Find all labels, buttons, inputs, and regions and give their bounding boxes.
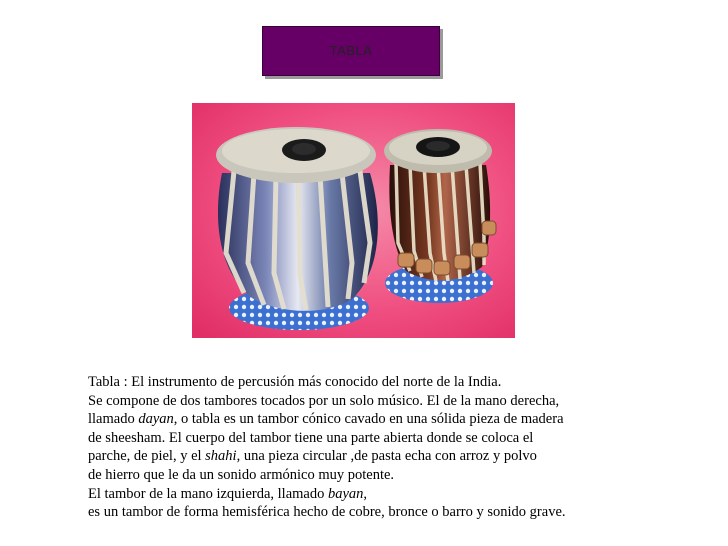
shahi-term: shahi — [205, 448, 237, 465]
tabla-drums-icon — [192, 103, 515, 338]
text-segment: , o tabla es un tambor cónico cavado en una sólida pieza de madera — [173, 411, 564, 428]
text-segment: llamado — [88, 411, 139, 428]
description-line: de sheesham. El cuerpo del tambor tiene una parte abierta donde se coloca el — [88, 429, 534, 446]
bayan-term: bayan — [327, 485, 364, 502]
description-line: es un tambor de forma hemisférica hecho de cobre, bronce o barro y sonido grave. — [88, 504, 566, 521]
description-line: Se compone de dos tambores tocados por un solo músico. El de la mano derecha, — [88, 392, 560, 409]
text-segment: El tambor de la mano izquierda, llamado — [88, 485, 328, 502]
description-line: de hierro que le da un sonido armónico muy potente. — [88, 466, 395, 483]
description-line — [88, 485, 688, 504]
description-text — [88, 373, 688, 522]
text-segment: , — [363, 485, 368, 502]
text-segment: , una pieza circular ,de pasta echa con arroz y polvo — [236, 448, 537, 465]
description-line — [88, 410, 688, 429]
tabla-photo — [192, 103, 515, 338]
description-line: Tabla : El instrumento de percusión más conocido del norte de la India. — [88, 374, 502, 390]
description-line — [88, 447, 688, 466]
text-segment: parche, de piel, y el — [88, 448, 206, 465]
title-banner — [262, 26, 440, 76]
dayan-term: dayan — [138, 411, 174, 428]
page-title: TABLA — [329, 43, 373, 58]
